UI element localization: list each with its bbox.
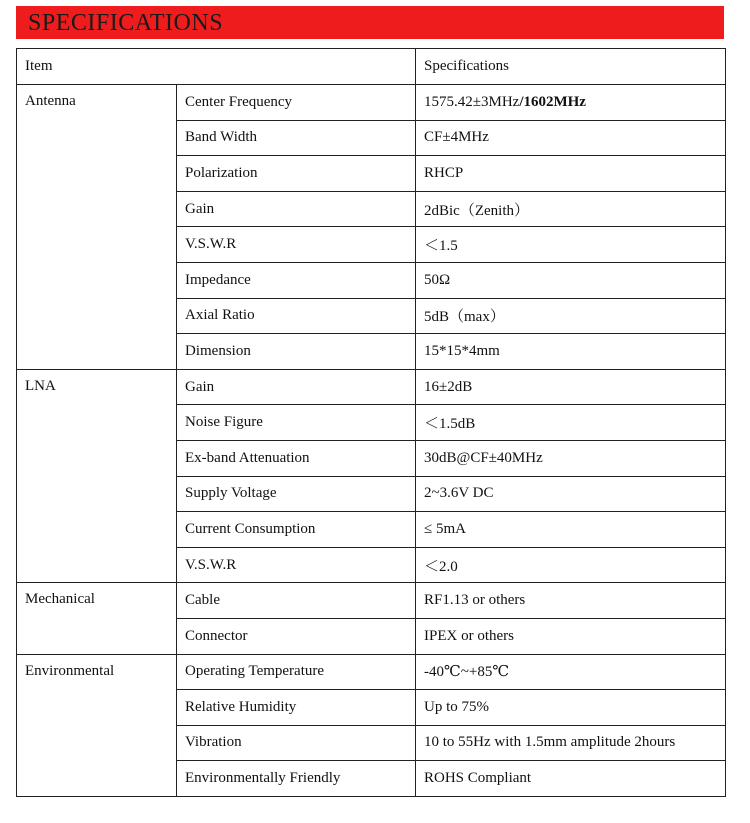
parameter-cell: Band Width (177, 120, 416, 156)
value-text: RHCP (424, 164, 464, 181)
specifications-banner (16, 6, 724, 39)
value-text: 15*15*4mm (424, 342, 500, 359)
value-cell (416, 761, 726, 797)
value-cell (416, 262, 726, 298)
category-cell: LNA (17, 369, 177, 583)
parameter-cell: Gain (177, 369, 416, 405)
parameter-cell: V.S.W.R (177, 547, 416, 583)
parameter-cell: Impedance (177, 262, 416, 298)
value-text: RF1.13 or others (424, 592, 526, 609)
value-text: 30dB@CF±40MHz (424, 449, 543, 466)
value-cell (416, 120, 726, 156)
table-row (17, 85, 726, 121)
table-row (17, 369, 726, 405)
value-cell (416, 654, 726, 690)
value-text: ROHS Compliant (424, 770, 532, 787)
value-cell (416, 725, 726, 761)
value-cell (416, 85, 726, 121)
value-text: 2dBic（Zenith） (424, 202, 529, 219)
value-text: Up to 75% (424, 698, 489, 715)
category-cell: Mechanical (17, 583, 177, 654)
parameter-cell: Dimension (177, 334, 416, 370)
value-text: 5dB（max） (424, 309, 505, 326)
parameter-cell: Supply Voltage (177, 476, 416, 512)
parameter-cell: Noise Figure (177, 405, 416, 441)
parameter-cell: Vibration (177, 725, 416, 761)
value-text: 1575.42±3MHz (424, 93, 520, 110)
parameter-cell: Gain (177, 191, 416, 227)
value-text: ＜1.5dB (424, 416, 476, 433)
parameter-cell: Polarization (177, 156, 416, 192)
value-text: 2~3.6V DC (424, 485, 494, 502)
value-cell (416, 227, 726, 263)
value-text: 10 to 55Hz with 1.5mm amplitude 2hours (424, 734, 676, 751)
value-text: IPEX or others (424, 627, 514, 644)
parameter-cell: Current Consumption (177, 512, 416, 548)
value-text: ≤ 5mA (424, 520, 466, 537)
value-text: 50Ω (424, 271, 451, 288)
value-cell (416, 405, 726, 441)
value-text: ＜1.5 (424, 238, 458, 255)
value-cell (416, 476, 726, 512)
header-item: Item (17, 49, 416, 85)
value-cell (416, 440, 726, 476)
parameter-cell: V.S.W.R (177, 227, 416, 263)
value-cell (416, 690, 726, 726)
table-row (17, 654, 726, 690)
category-cell: Environmental (17, 654, 177, 796)
value-cell (416, 298, 726, 334)
value-cell (416, 156, 726, 192)
parameter-cell: Environmentally Friendly (177, 761, 416, 797)
banner-title: SPECIFICATIONS (28, 10, 224, 36)
category-cell: Antenna (17, 85, 177, 370)
parameter-cell: Axial Ratio (177, 298, 416, 334)
value-cell (416, 512, 726, 548)
value-text: CF±4MHz (424, 129, 489, 146)
value-cell (416, 618, 726, 654)
value-cell (416, 583, 726, 619)
parameter-cell: Connector (177, 618, 416, 654)
parameter-cell: Operating Temperature (177, 654, 416, 690)
value-cell (416, 547, 726, 583)
parameter-cell: Ex-band Attenuation (177, 440, 416, 476)
value-text: -40℃~+85℃ (424, 664, 510, 681)
value-text: ＜2.0 (424, 558, 458, 575)
parameter-cell: Relative Humidity (177, 690, 416, 726)
table-header-row (17, 49, 726, 85)
parameter-cell: Center Frequency (177, 85, 416, 121)
value-text: 16±2dB (424, 378, 473, 395)
value-suffix: /1602MHz (519, 93, 586, 110)
value-cell (416, 369, 726, 405)
specifications-table (16, 48, 726, 797)
parameter-cell: Cable (177, 583, 416, 619)
table-row (17, 583, 726, 619)
value-cell (416, 334, 726, 370)
value-cell (416, 191, 726, 227)
header-specifications: Specifications (416, 49, 726, 85)
